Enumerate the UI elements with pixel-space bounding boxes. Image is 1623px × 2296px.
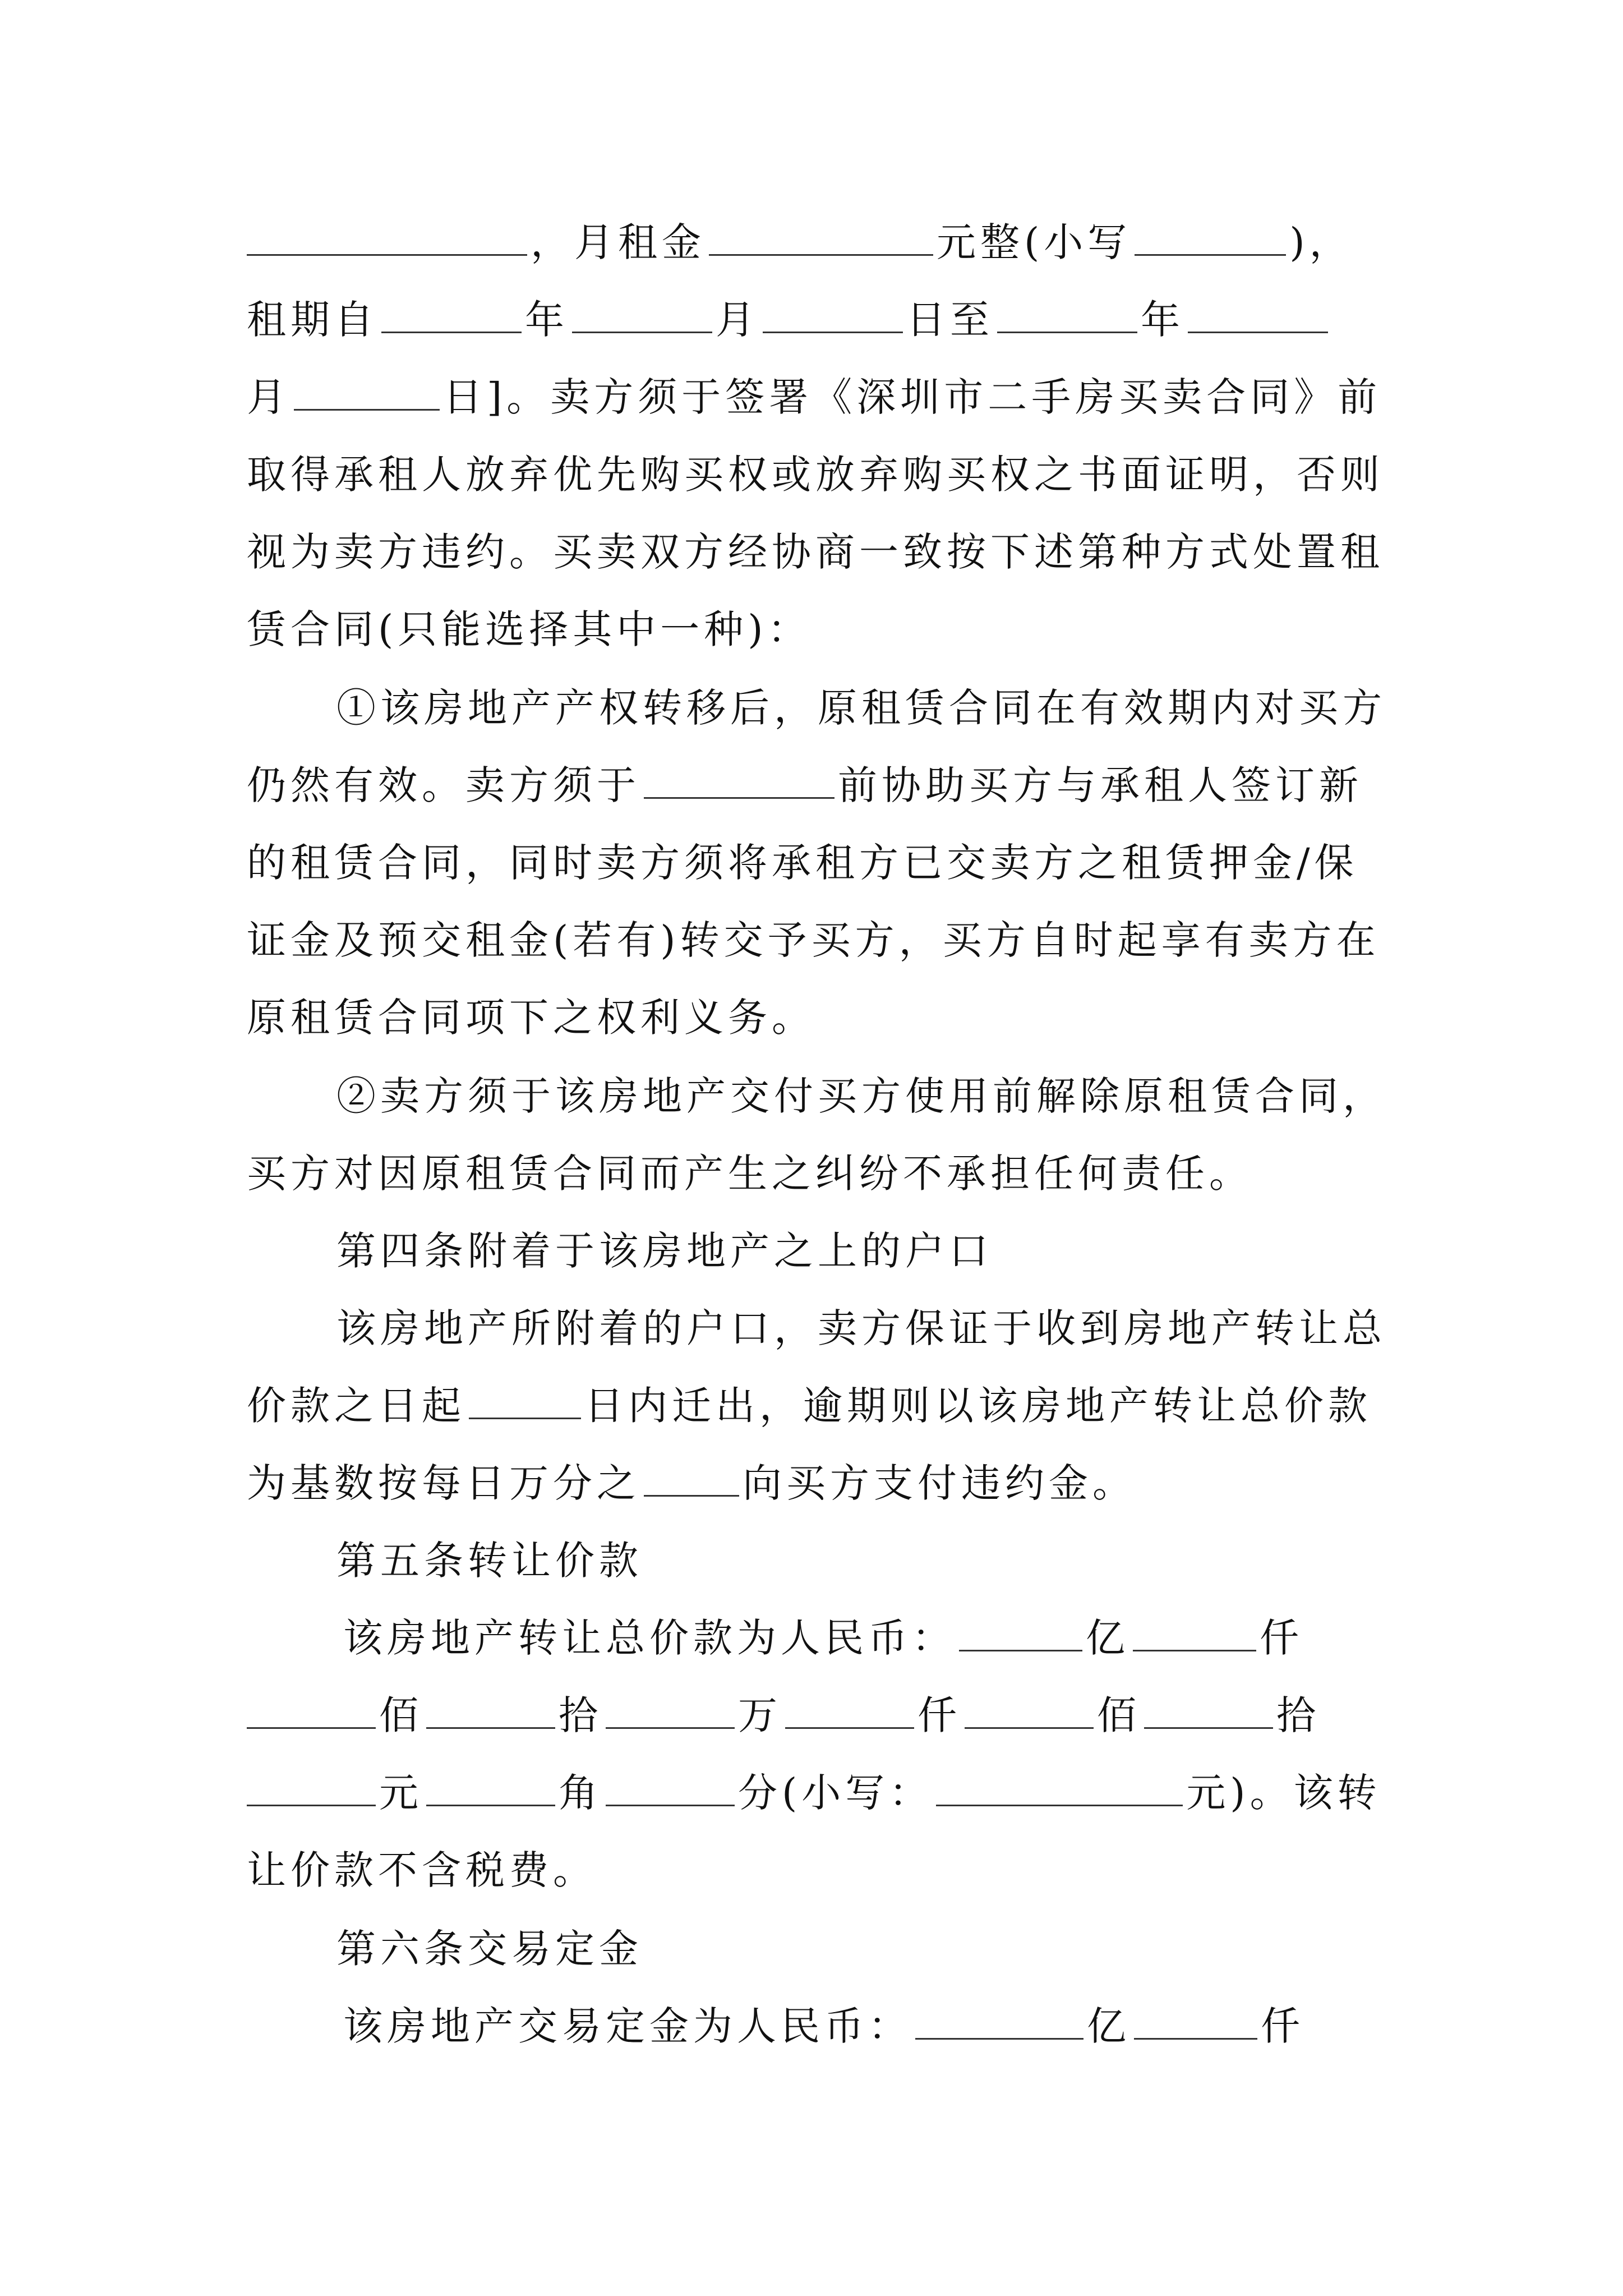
text-line [247, 1765, 1380, 1821]
fill-blank[interactable] [247, 1771, 376, 1806]
fill-blank[interactable] [936, 1771, 1183, 1806]
fill-blank[interactable] [381, 298, 522, 333]
text-segment: 佰 [1097, 1692, 1141, 1738]
text-segment: 该房地产交易定金为人民币： [343, 2003, 912, 2049]
fill-blank[interactable] [1135, 220, 1286, 256]
text-segment: 元)。该转 [1186, 1770, 1381, 1816]
text-line [247, 214, 1380, 270]
fill-blank[interactable] [247, 1694, 376, 1729]
fill-blank[interactable] [606, 1771, 735, 1806]
fill-blank[interactable] [469, 1384, 581, 1419]
text-line: 该房地产所附着的户口，卖方保证于收到房地产转让总 [336, 1305, 1386, 1351]
section-heading: 第五条转让价款 [336, 1538, 643, 1584]
fill-blank[interactable] [606, 1694, 735, 1729]
fill-blank[interactable] [247, 220, 527, 256]
text-line [247, 292, 1380, 348]
text-line: ②卖方须于该房地产交付买方使用前解除原租赁合同， [336, 1073, 1386, 1119]
text-line [343, 1610, 1380, 1666]
fill-blank[interactable] [644, 1461, 739, 1497]
text-line: 让价款不含税费。 [247, 1847, 597, 1893]
text-line: 原租赁合同项下之权利义务。 [247, 995, 815, 1041]
text-segment: 前协助买方与承租人签订新 [838, 762, 1363, 808]
fill-blank[interactable] [572, 298, 712, 333]
text-segment: 拾 [559, 1692, 602, 1738]
fill-blank[interactable] [644, 763, 834, 799]
text-line [247, 369, 1380, 425]
text-segment: 仍然有效。卖方须于 [247, 762, 640, 808]
text-segment: 仟 [1261, 2003, 1304, 2049]
fill-blank[interactable] [294, 375, 440, 411]
text-line: 的租赁合同，同时卖方须将承租方已交卖方之租赁押金/保 [247, 840, 1358, 886]
fill-blank[interactable] [1144, 1694, 1273, 1729]
text-line [247, 757, 1380, 813]
fill-blank[interactable] [965, 1694, 1094, 1729]
text-segment: 元 [379, 1770, 423, 1816]
fill-blank[interactable] [1133, 1616, 1256, 1651]
text-line [247, 1687, 1380, 1743]
text-segment: 月 [247, 374, 291, 420]
section-heading: 第六条交易定金 [336, 1926, 643, 1972]
text-segment: 租期自 [247, 297, 378, 343]
text-segment: 万 [738, 1692, 782, 1738]
text-line [247, 1378, 1380, 1434]
fill-blank[interactable] [426, 1771, 555, 1806]
text-segment: ，月租金 [531, 219, 706, 265]
text-line: 证金及预交租金(若有)转交予买方，买方自时起享有卖方在 [247, 917, 1380, 963]
text-segment: 年 [1141, 297, 1184, 343]
text-segment: 日至 [906, 297, 994, 343]
text-segment: 角 [559, 1770, 602, 1816]
text-line [343, 1998, 1380, 2054]
text-segment: 年 [525, 297, 569, 343]
section-heading: 第四条附着于该房地产之上的户口 [336, 1228, 993, 1274]
text-segment: 为基数按每日万分之 [247, 1460, 640, 1506]
text-segment: 日]。卖方须于签署《深圳市二手房买卖合同》前 [443, 374, 1382, 420]
text-segment: 分(小写： [738, 1770, 933, 1816]
text-line: ①该房地产产权转移后，原租赁合同在有效期内对买方 [336, 685, 1386, 731]
text-segment: 拾 [1276, 1692, 1320, 1738]
text-segment: 仟 [1260, 1615, 1303, 1661]
text-line: 赁合同(只能选择其中一种)： [247, 606, 811, 652]
text-line [247, 1455, 1380, 1511]
text-segment: 该房地产转让总价款为人民币： [343, 1615, 956, 1661]
text-line: 取得承租人放弃优先购买权或放弃购买权之书面证明，否则 [247, 452, 1384, 498]
text-segment: 向买方支付违约金。 [743, 1460, 1136, 1506]
text-line: 买方对因原租赁合同而产生之纠纷不承担任何责任。 [247, 1151, 1253, 1197]
text-segment: 月 [716, 297, 759, 343]
fill-blank[interactable] [915, 2004, 1083, 2040]
text-segment: 日内迁出，逾期则以该房地产转让总价款 [584, 1383, 1372, 1429]
text-segment: 元整(小写 [937, 219, 1132, 265]
fill-blank[interactable] [785, 1694, 914, 1729]
text-segment: 亿 [1086, 1615, 1129, 1661]
fill-blank[interactable] [997, 298, 1137, 333]
text-segment: 亿 [1087, 2003, 1131, 2049]
fill-blank[interactable] [959, 1616, 1082, 1651]
text-segment: 仟 [917, 1692, 961, 1738]
text-segment: )， [1289, 219, 1353, 265]
fill-blank[interactable] [1134, 2004, 1257, 2040]
fill-blank[interactable] [763, 298, 903, 333]
text-segment: 佰 [379, 1692, 423, 1738]
fill-blank[interactable] [709, 220, 933, 256]
text-segment: 价款之日起 [247, 1383, 465, 1429]
fill-blank[interactable] [1188, 298, 1328, 333]
text-line: 视为卖方违约。买卖双方经协商一致按下述第种方式处置租 [247, 529, 1384, 575]
fill-blank[interactable] [426, 1694, 555, 1729]
